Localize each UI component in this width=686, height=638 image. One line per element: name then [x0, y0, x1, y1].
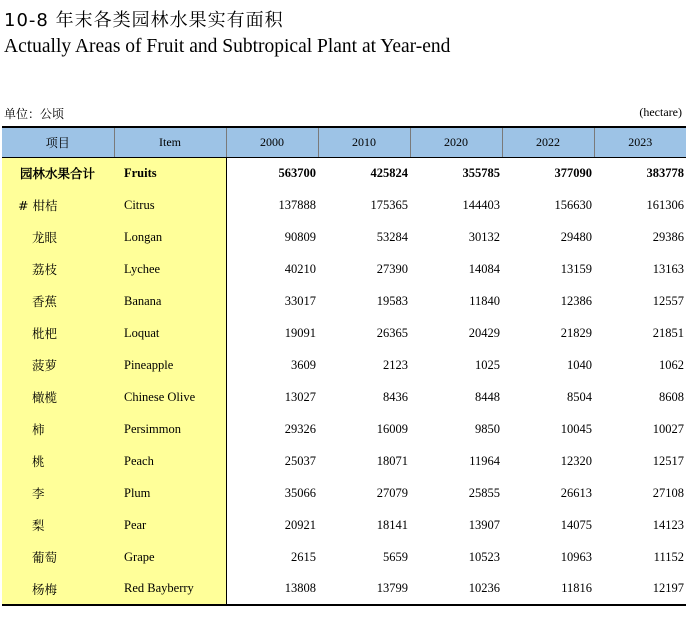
value-cell: 9850	[475, 421, 500, 436]
row-label-zh: 梨	[2, 509, 114, 541]
value-cell: 13907	[468, 517, 500, 532]
value-cell: 1040	[567, 357, 592, 372]
value-cell: 137888	[278, 197, 316, 212]
row-label-en: Plum	[114, 477, 226, 509]
value-cell: 8504	[567, 389, 592, 404]
header-year-2000: 2000	[226, 127, 318, 157]
row-label-zh: 橄榄	[2, 381, 114, 413]
value-cell: 21829	[560, 325, 592, 340]
row-label-en: Loquat	[114, 317, 226, 349]
value-cell: 10027	[652, 421, 684, 436]
value-cell: 8436	[383, 389, 408, 404]
table-row	[2, 381, 686, 413]
value-cell: 11816	[502, 573, 594, 605]
table-row	[2, 509, 686, 541]
value-cell: 12386	[560, 293, 592, 308]
value-cell: 8448	[475, 389, 500, 404]
value-cell: 2615	[291, 549, 316, 564]
value-cell: 5659	[383, 549, 408, 564]
value-cell: 10523	[468, 549, 500, 564]
row-label-en: Pear	[114, 509, 226, 541]
value-cell: 25037	[284, 453, 316, 468]
row-label-en: Red Bayberry	[114, 573, 226, 605]
value-cell: 14123	[652, 517, 684, 532]
value-cell: 13159	[560, 261, 592, 276]
value-cell: 13163	[652, 261, 684, 276]
value-cell: 8608	[659, 389, 684, 404]
row-label-zh: 园林水果合计	[2, 157, 114, 189]
row-label-zh: 杨梅	[2, 573, 114, 605]
value-cell: 161306	[646, 197, 684, 212]
table-row	[2, 221, 686, 253]
value-cell: 156630	[554, 197, 592, 212]
value-cell: 35066	[284, 485, 316, 500]
header-item-zh: 项目	[2, 127, 114, 157]
value-cell: 25855	[468, 485, 500, 500]
value-cell: 1062	[659, 357, 684, 372]
value-cell: 12320	[560, 453, 592, 468]
row-label-en: Pineapple	[114, 349, 226, 381]
row-label-en: Fruits	[114, 157, 226, 189]
value-cell: 20921	[284, 517, 316, 532]
value-cell: 19091	[284, 325, 316, 340]
value-cell: 13808	[226, 573, 318, 605]
value-cell: 21851	[652, 325, 684, 340]
table-row	[2, 189, 686, 221]
table-row	[2, 317, 686, 349]
value-cell: 14084	[468, 261, 500, 276]
value-cell: 13027	[284, 389, 316, 404]
value-cell: 383778	[646, 165, 684, 180]
value-cell: 27390	[376, 261, 408, 276]
row-label-zh: # 柑桔	[2, 189, 114, 221]
value-cell: 13799	[318, 573, 410, 605]
table-row	[2, 477, 686, 509]
header-year-2023: 2023	[594, 127, 686, 157]
table-row	[2, 285, 686, 317]
value-cell: 14075	[560, 517, 592, 532]
value-cell: 20429	[468, 325, 500, 340]
value-cell: 11964	[469, 453, 500, 468]
table-row	[2, 413, 686, 445]
row-label-en: Peach	[114, 445, 226, 477]
table-row	[2, 573, 686, 605]
row-label-en: Grape	[114, 541, 226, 573]
header-item-en: Item	[114, 127, 226, 157]
value-cell: 26613	[560, 485, 592, 500]
header-year-2010: 2010	[318, 127, 410, 157]
row-label-zh: 荔枝	[2, 253, 114, 285]
row-label-en: Lychee	[114, 253, 226, 285]
row-label-zh: 葡萄	[2, 541, 114, 573]
table-row	[2, 445, 686, 477]
page-title-en: Actually Areas of Fruit and Subtropical Plant at Year-end	[4, 36, 451, 57]
value-cell: 425824	[370, 165, 408, 180]
value-cell: 2123	[383, 357, 408, 372]
header-year-2020: 2020	[410, 127, 502, 157]
value-cell: 10236	[410, 573, 502, 605]
table-row	[2, 541, 686, 573]
table-row	[2, 157, 686, 189]
value-cell: 53284	[376, 229, 408, 244]
row-label-zh: 桃	[2, 445, 114, 477]
value-cell: 16009	[376, 421, 408, 436]
header-year-2022: 2022	[502, 127, 594, 157]
value-cell: 563700	[278, 165, 316, 180]
value-cell: 27079	[376, 485, 408, 500]
value-cell: 29326	[284, 421, 316, 436]
value-cell: 10045	[560, 421, 592, 436]
value-cell: 12557	[652, 293, 684, 308]
unit-label-zh: 单位：公顷	[4, 107, 65, 121]
row-label-en: Banana	[114, 285, 226, 317]
value-cell: 1025	[475, 357, 500, 372]
value-cell: 29386	[652, 229, 684, 244]
value-cell: 11840	[469, 293, 500, 308]
value-cell: 30132	[468, 229, 500, 244]
row-label-zh: 李	[2, 477, 114, 509]
row-label-zh: 枇杷	[2, 317, 114, 349]
fruit-area-table	[2, 126, 686, 606]
value-cell: 144403	[462, 197, 500, 212]
table-header-row	[2, 127, 686, 157]
row-label-en: Persimmon	[114, 413, 226, 445]
value-cell: 33017	[284, 293, 316, 308]
value-cell: 12517	[652, 453, 684, 468]
row-label-en: Chinese Olive	[114, 381, 226, 413]
value-cell: 26365	[376, 325, 408, 340]
unit-label-en: (hectare)	[639, 105, 682, 119]
row-label-zh: 菠萝	[2, 349, 114, 381]
value-cell: 18071	[376, 453, 408, 468]
value-cell: 175365	[370, 197, 408, 212]
value-cell: 27108	[652, 485, 684, 500]
row-label-en: Longan	[114, 221, 226, 253]
table-row	[2, 349, 686, 381]
row-label-en: Citrus	[114, 189, 226, 221]
value-cell: 90809	[284, 229, 316, 244]
value-cell: 11152	[653, 549, 684, 564]
value-cell: 12197	[594, 573, 686, 605]
value-cell: 18141	[376, 517, 408, 532]
value-cell: 377090	[554, 165, 592, 180]
value-cell: 40210	[284, 261, 316, 276]
value-cell: 19583	[376, 293, 408, 308]
value-cell: 10963	[560, 549, 592, 564]
value-cell: 29480	[560, 229, 592, 244]
value-cell: 3609	[291, 357, 316, 372]
row-label-zh: 柿	[2, 413, 114, 445]
row-label-zh: 香蕉	[2, 285, 114, 317]
table-row	[2, 253, 686, 285]
value-cell: 355785	[462, 165, 500, 180]
page-title-zh: 10-8 年末各类园林水果实有面积	[4, 10, 284, 31]
row-label-zh: 龙眼	[2, 221, 114, 253]
